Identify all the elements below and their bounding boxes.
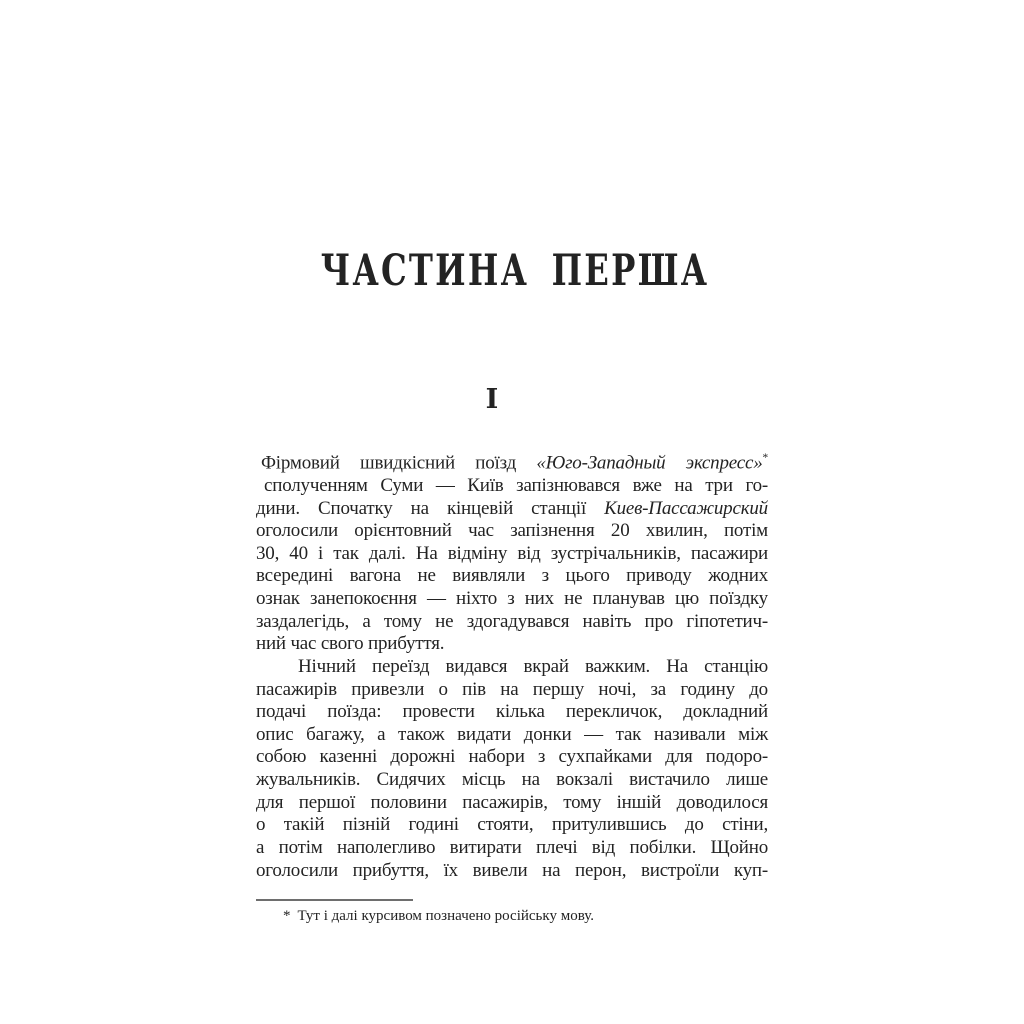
text-line bbox=[256, 769, 768, 792]
part-title bbox=[256, 246, 728, 296]
italic-text: Киев-Пассажирский bbox=[604, 497, 768, 519]
text-line bbox=[256, 611, 768, 634]
text-segment: оголосили прибуття, їх вивели на перон, вистроїли куп- bbox=[256, 859, 768, 881]
text-line bbox=[256, 588, 768, 611]
text-segment: Нічний переїзд видався вкрай важким. На станцію bbox=[298, 655, 768, 677]
text-segment: сполученням Суми — Київ запізнювався вже на три го- bbox=[264, 474, 768, 496]
text-segment: опис багажу, а також видати донки — так називали між bbox=[256, 723, 768, 745]
text-segment: 30, 40 і так далі. На відміну від зустрічальників, пасажири bbox=[256, 542, 768, 564]
text-line bbox=[256, 701, 768, 724]
text-line bbox=[256, 814, 768, 837]
footnote-marker: * bbox=[283, 908, 291, 924]
text-segment: о такій пізній годині стояти, притулившись до стіни, bbox=[256, 814, 768, 836]
text-segment: оголосили орієнтовний час запізнення 20 хвилин, потім bbox=[256, 520, 768, 542]
body-text bbox=[256, 447, 768, 882]
footnote-text: Тут і далі курсивом позначено російську мову. bbox=[297, 908, 595, 924]
footnote bbox=[256, 906, 768, 926]
text-line bbox=[256, 565, 768, 588]
text-line bbox=[256, 498, 768, 521]
text-segment: жувальників. Сидячих місць на вокзалі вистачило лише bbox=[256, 769, 768, 791]
text-line bbox=[256, 543, 768, 566]
text-line bbox=[256, 837, 768, 860]
text-segment: дини. Спочатку на кінцевій станції bbox=[256, 497, 605, 519]
italic-text: «Юго-Западный экспресс» bbox=[536, 452, 763, 474]
text-segment: для першої половини пасажирів, тому іншій доводилося bbox=[256, 791, 768, 813]
text-segment: всередині вагона не виявляли з цього приводу жодних bbox=[256, 565, 768, 587]
text-segment: заздалегідь, а тому не здогадувався навіть про гіпотетич- bbox=[256, 610, 768, 632]
footnote-rule bbox=[256, 899, 413, 901]
footnote-reference-marker: * bbox=[762, 452, 768, 464]
text-line bbox=[256, 633, 768, 656]
text-segment: Фірмовий швидкісний поїзд bbox=[261, 452, 537, 474]
chapter-number: I bbox=[485, 384, 499, 415]
text-line bbox=[256, 656, 768, 679]
text-line bbox=[256, 724, 768, 747]
text-line bbox=[256, 679, 768, 702]
text-segment: а потім наполегливо витирати плечі від побілки. Щойно bbox=[256, 836, 768, 858]
text-line bbox=[256, 475, 768, 498]
text-segment: ний час свого прибуття. bbox=[256, 633, 445, 655]
text-line bbox=[256, 792, 768, 815]
text-line bbox=[256, 520, 768, 543]
text-segment: ознак занепокоєння — ніхто з них не планував цю поїздку bbox=[256, 588, 768, 610]
text-segment: подачі поїзда: провести кілька перекличок, докладний bbox=[256, 701, 768, 723]
text-line bbox=[256, 860, 768, 883]
text-segment: пасажирів привезли о пів на першу ночі, за годину до bbox=[256, 678, 768, 700]
text-line bbox=[256, 447, 768, 475]
text-line bbox=[256, 746, 768, 769]
part-title-text: ЧАСТИНА ПЕРША bbox=[320, 246, 710, 296]
text-segment: собою казенні дорожні набори з сухпайками для подоро- bbox=[256, 746, 768, 768]
